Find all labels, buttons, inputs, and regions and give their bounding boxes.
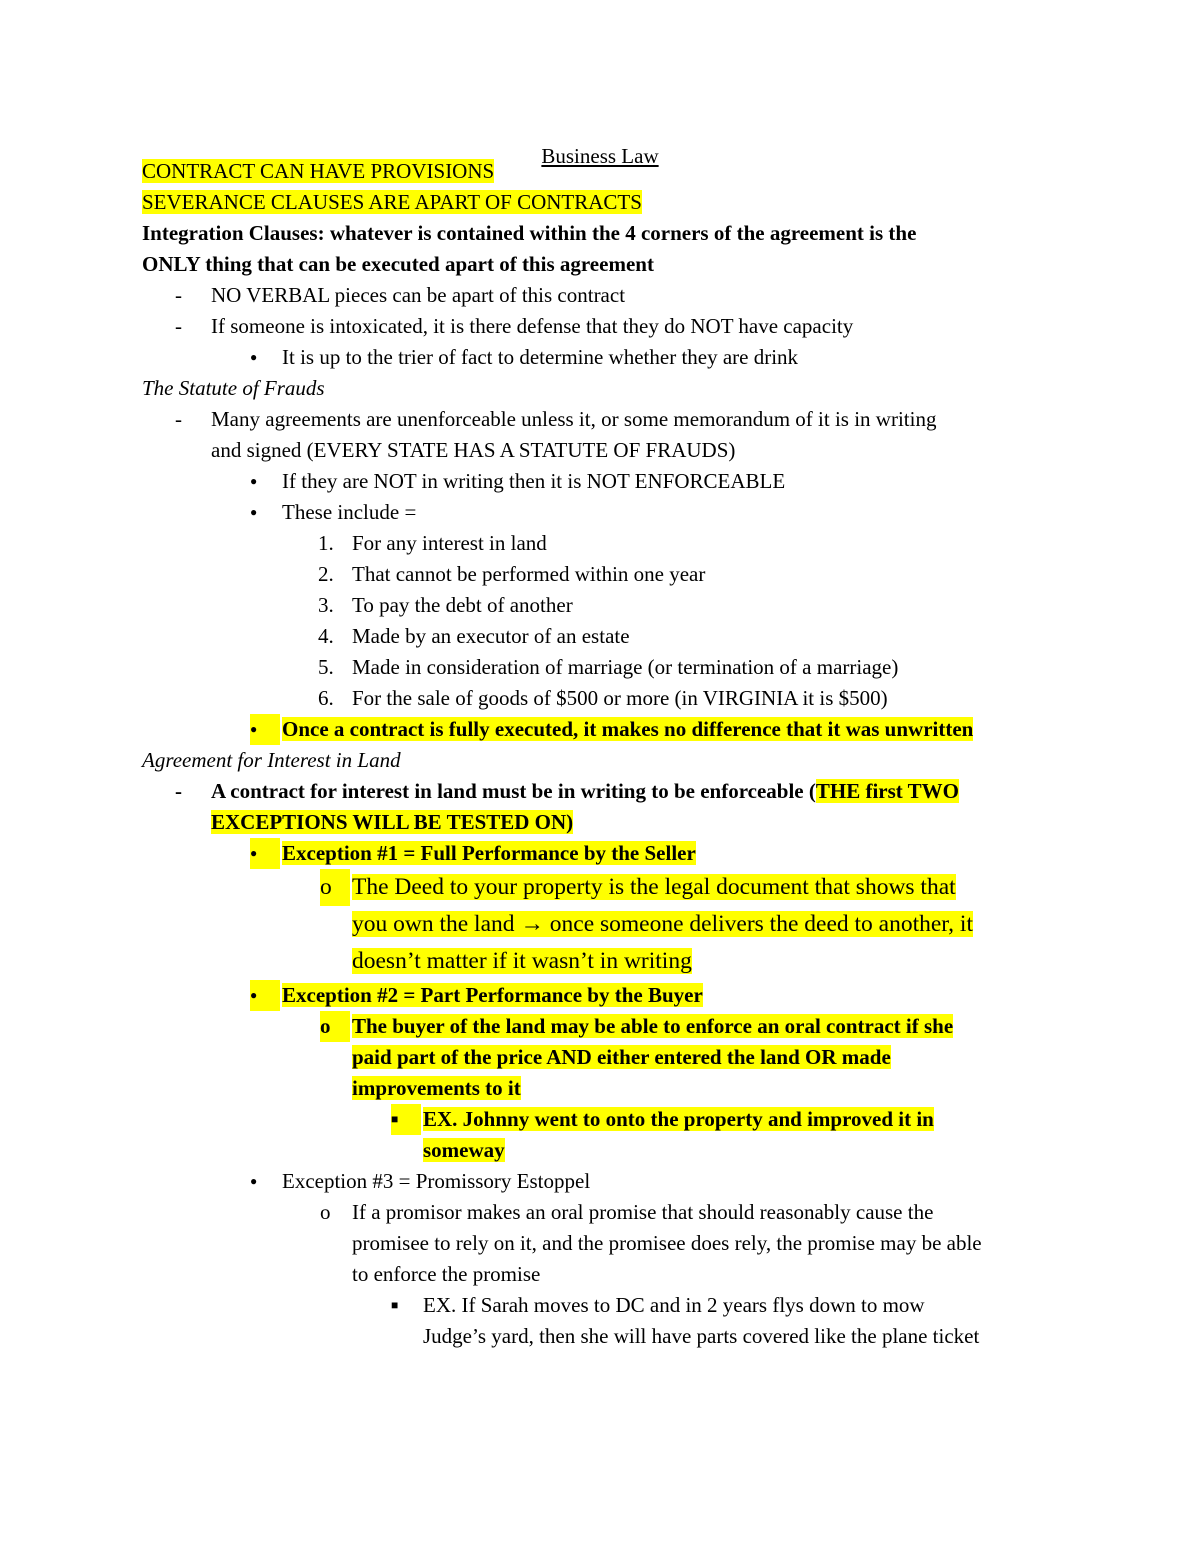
line-text bbox=[352, 590, 573, 621]
line-text-content: Exception #2 = Part Performance by the Buyer bbox=[282, 983, 703, 1007]
text-line bbox=[0, 1135, 1200, 1166]
line-text-content: Once a contract is fully executed, it makes no difference that it was unwritten bbox=[282, 717, 974, 741]
dot-bullet-icon bbox=[250, 342, 280, 373]
line-text-content: Integration Clauses: whatever is contained within the 4 corners of the agreement is the bbox=[142, 221, 917, 245]
line-text-content: Judge’s yard, then she will have parts covered like the plane ticket bbox=[423, 1324, 980, 1348]
line-text bbox=[352, 621, 630, 652]
line-text-content: The buyer of the land may be able to enforce an oral contract if she bbox=[352, 1014, 954, 1038]
line-text bbox=[423, 1290, 925, 1321]
list-number: 2. bbox=[318, 562, 334, 586]
text-line bbox=[0, 807, 1200, 838]
dash-bullet-icon bbox=[175, 311, 205, 342]
line-text-content: The Deed to your property is the legal document that shows that bbox=[352, 874, 956, 900]
line-text bbox=[352, 1228, 982, 1259]
line-text-content: EX. If Sarah moves to DC and in 2 years flys down to mow bbox=[423, 1293, 925, 1317]
line-text bbox=[211, 435, 735, 466]
line-text-content: someway bbox=[423, 1138, 505, 1162]
circle-bullet-icon bbox=[320, 1011, 350, 1042]
text-line bbox=[0, 466, 1200, 497]
line-text bbox=[142, 373, 325, 404]
line-text bbox=[352, 559, 705, 590]
text-line bbox=[0, 869, 1200, 906]
text-line bbox=[0, 1011, 1200, 1042]
dash-bullet-icon bbox=[175, 280, 205, 311]
text-line bbox=[0, 1228, 1200, 1259]
text-line bbox=[0, 435, 1200, 466]
text-line bbox=[0, 1073, 1200, 1104]
line-text bbox=[142, 249, 654, 280]
text-line bbox=[0, 590, 1200, 621]
line-text-content: Exception #1 = Full Performance by the Seller bbox=[282, 841, 696, 865]
line-text bbox=[352, 1042, 891, 1073]
line-text bbox=[282, 342, 798, 373]
line-text bbox=[352, 652, 898, 683]
line-text bbox=[352, 869, 956, 906]
line-text-content: CONTRACT CAN HAVE PROVISIONS bbox=[142, 159, 495, 183]
line-text-content: to enforce the promise bbox=[352, 1262, 541, 1286]
text-line bbox=[0, 1042, 1200, 1073]
line-text-content: It is up to the trier of fact to determine whether they are drink bbox=[282, 345, 799, 369]
line-text bbox=[211, 311, 853, 342]
line-text bbox=[282, 1166, 590, 1197]
text-line bbox=[0, 528, 1200, 559]
line-text bbox=[142, 156, 494, 187]
text-line bbox=[0, 714, 1200, 745]
list-number: 6. bbox=[318, 686, 334, 710]
list-number: 4. bbox=[318, 624, 334, 648]
circle-bullet-icon bbox=[320, 869, 350, 906]
line-text bbox=[211, 776, 959, 807]
dot-bullet-icon bbox=[250, 980, 280, 1011]
line-text-content: EX. Johnny went to onto the property and improved it in bbox=[423, 1107, 934, 1131]
line-text bbox=[352, 1259, 540, 1290]
line-text-content: Exception #3 = Promissory Estoppel bbox=[282, 1169, 591, 1193]
text-line bbox=[0, 559, 1200, 590]
line-text bbox=[282, 714, 973, 745]
text-line bbox=[0, 652, 1200, 683]
line-text bbox=[142, 187, 642, 218]
line-text-content: The Statute of Frauds bbox=[142, 376, 325, 400]
line-text bbox=[282, 838, 696, 869]
line-text-content: Made in consideration of marriage (or termination of a marriage) bbox=[352, 655, 899, 679]
line-text-content: improvements to it bbox=[352, 1076, 521, 1100]
line-text bbox=[142, 218, 916, 249]
line-text-content: These include = bbox=[282, 500, 417, 524]
line-text-content: EXCEPTIONS WILL BE TESTED ON) bbox=[211, 810, 574, 834]
dot-bullet-icon bbox=[250, 838, 280, 869]
line-text-content: promisee to rely on it, and the promisee does rely, the promise may be able bbox=[352, 1231, 982, 1255]
line-text-content: doesn’t matter if it wasn’t in writing bbox=[352, 948, 692, 974]
circle-bullet-icon bbox=[320, 1197, 350, 1228]
line-text bbox=[352, 528, 547, 559]
list-number: 3. bbox=[318, 593, 334, 617]
line-text bbox=[352, 1073, 521, 1104]
line-text bbox=[352, 1011, 953, 1042]
text-line bbox=[0, 621, 1200, 652]
text-line bbox=[0, 497, 1200, 528]
text-line bbox=[0, 404, 1200, 435]
line-text bbox=[423, 1104, 934, 1135]
text-line bbox=[0, 187, 1200, 218]
text-line bbox=[0, 906, 1200, 943]
text-line bbox=[0, 1290, 1200, 1321]
highlighted-text: THE first TWO bbox=[815, 779, 959, 803]
text-line bbox=[0, 745, 1200, 776]
line-text-content: you own the land → once someone delivers the deed to another, it bbox=[352, 911, 973, 937]
text-line bbox=[0, 838, 1200, 869]
line-text-content: For the sale of goods of $500 or more (in VIRGINIA it is $500) bbox=[352, 686, 888, 710]
text-line bbox=[0, 1321, 1200, 1352]
line-text bbox=[352, 683, 888, 714]
text-line bbox=[0, 683, 1200, 714]
line-text-content: If they are NOT in writing then it is NOT ENFORCEABLE bbox=[282, 469, 786, 493]
square-bullet-icon bbox=[391, 1104, 421, 1135]
text-line bbox=[0, 342, 1200, 373]
text-line bbox=[0, 156, 1200, 187]
text-line bbox=[0, 943, 1200, 980]
text-line bbox=[0, 1166, 1200, 1197]
text-line bbox=[0, 1259, 1200, 1290]
line-text-content: Agreement for Interest in Land bbox=[142, 748, 401, 772]
line-text bbox=[211, 280, 625, 311]
line-text bbox=[352, 906, 973, 943]
line-text bbox=[282, 497, 416, 528]
dot-bullet-icon bbox=[250, 466, 280, 497]
text-line bbox=[0, 373, 1200, 404]
line-text bbox=[142, 745, 401, 776]
dot-bullet-icon bbox=[250, 497, 280, 528]
dot-bullet-icon bbox=[250, 1166, 280, 1197]
line-text-content: That cannot be performed within one year bbox=[352, 562, 706, 586]
text-line bbox=[0, 1104, 1200, 1135]
dash-bullet-icon bbox=[175, 776, 205, 807]
text-line bbox=[0, 249, 1200, 280]
text-line bbox=[0, 311, 1200, 342]
text-line bbox=[0, 980, 1200, 1011]
text-line bbox=[0, 776, 1200, 807]
line-text bbox=[211, 807, 573, 838]
list-number: 1. bbox=[318, 531, 334, 555]
dot-bullet-icon bbox=[250, 714, 280, 745]
line-text-content: Made by an executor of an estate bbox=[352, 624, 630, 648]
text-line bbox=[0, 218, 1200, 249]
line-text-content: Many agreements are unenforceable unless it, or some memorandum of it is in writing bbox=[211, 407, 937, 431]
text-line bbox=[0, 280, 1200, 311]
line-text bbox=[423, 1135, 505, 1166]
line-text bbox=[282, 980, 703, 1011]
line-text bbox=[211, 404, 936, 435]
page-title: Business Law bbox=[541, 144, 659, 168]
line-text-content: paid part of the price AND either entered the land OR made bbox=[352, 1045, 891, 1069]
dash-bullet-icon bbox=[175, 404, 205, 435]
line-text-content: If a promisor makes an oral promise that should reasonably cause the bbox=[352, 1200, 934, 1224]
line-text-content: A contract for interest in land must be in writing to be enforceable ( bbox=[211, 779, 816, 803]
square-bullet-icon bbox=[391, 1290, 421, 1321]
line-text bbox=[423, 1321, 979, 1352]
line-text-content: SEVERANCE CLAUSES ARE APART OF CONTRACTS bbox=[142, 190, 642, 214]
line-text-content: ONLY thing that can be executed apart of this agreement bbox=[142, 252, 654, 276]
line-text-content: NO VERBAL pieces can be apart of this contract bbox=[211, 283, 626, 307]
line-text bbox=[282, 466, 785, 497]
line-text-content: For any interest in land bbox=[352, 531, 547, 555]
line-text bbox=[352, 1197, 933, 1228]
line-text-content: and signed (EVERY STATE HAS A STATUTE OF FRAUDS) bbox=[211, 438, 736, 462]
line-text-content: If someone is intoxicated, it is there defense that they do NOT have capacity bbox=[211, 314, 854, 338]
list-number: 5. bbox=[318, 655, 334, 679]
line-text bbox=[352, 943, 692, 980]
text-line bbox=[0, 1197, 1200, 1228]
line-text-content: To pay the debt of another bbox=[352, 593, 573, 617]
